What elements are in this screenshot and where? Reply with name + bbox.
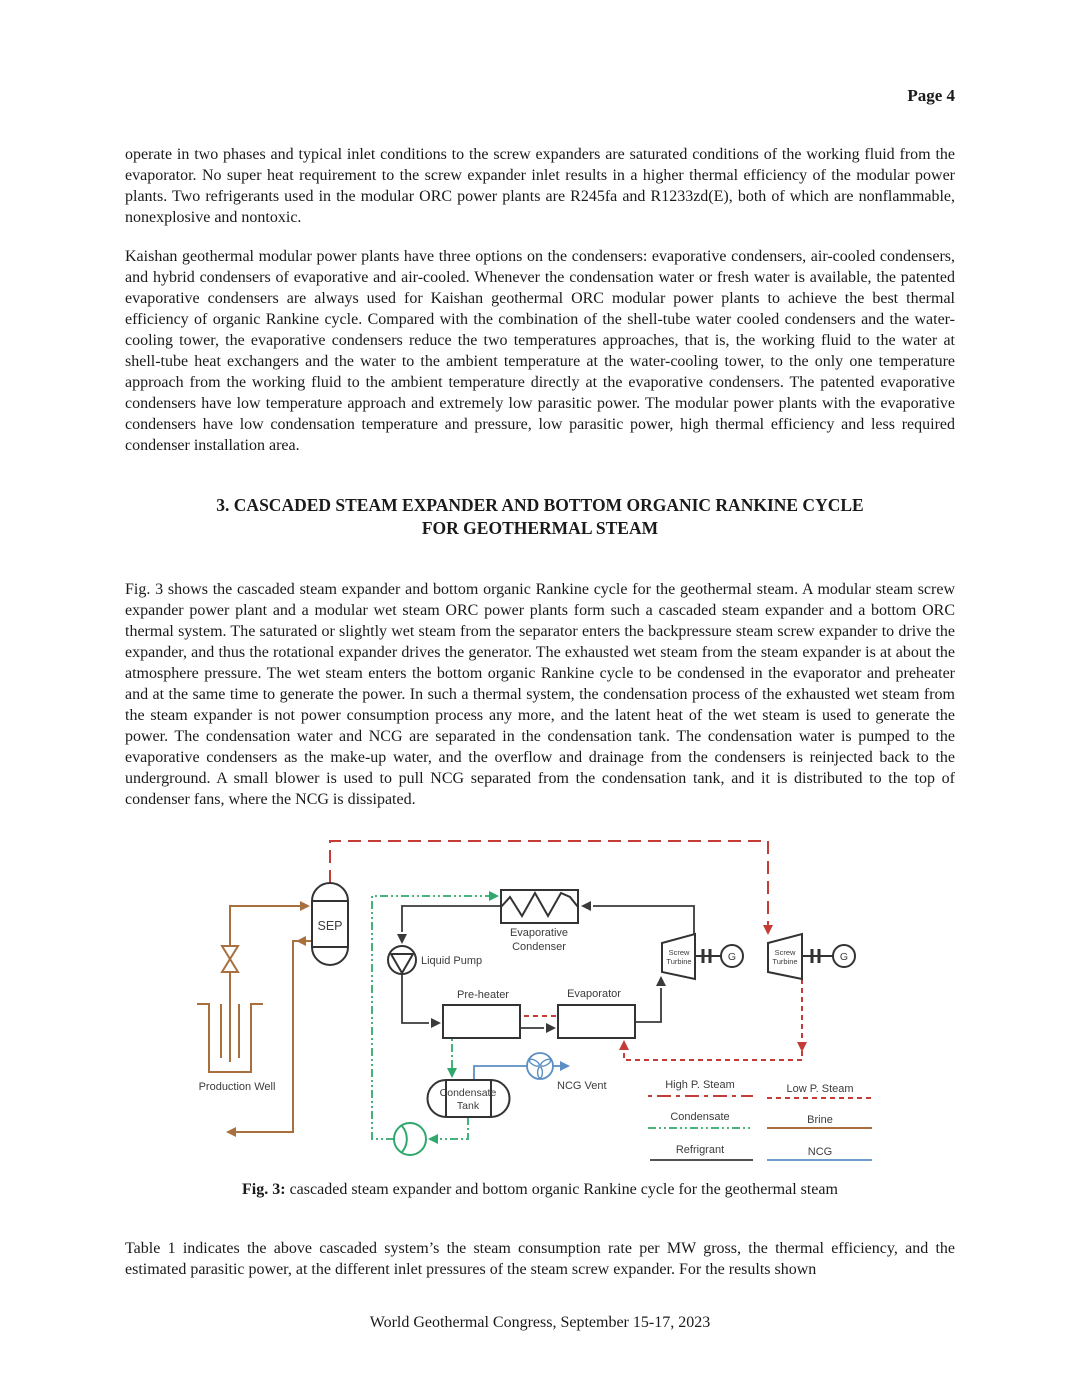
evap-condenser-label-1: Evaporative <box>509 927 569 939</box>
legend-refrigerant: Refrigrant <box>675 1144 725 1156</box>
ncg-arrowheads <box>560 1061 570 1071</box>
figure-caption <box>125 1181 955 1199</box>
production-well-label: Production Well <box>198 1081 276 1093</box>
screw-turbine-2-label-2: Turbine <box>772 957 798 966</box>
legend-condensate: Condensate <box>670 1111 730 1123</box>
pre-heater-label: Pre-heater <box>457 989 509 1001</box>
screw-turbine-1-label-2: Turbine <box>666 957 692 966</box>
paragraph-3: Fig. 3 shows the cascaded steam expander and bottom organic Rankine cycle for the geothermal steam. A modular steam screw expander power plant and a modular wet steam ORC power plants form such a cascaded steam expander and a bottom ORC thermal system. The saturated or slightly wet steam from the separator enters the backpressure steam screw expander to drive the expander, and thus the rotational expander drives the generator. The exhausted wet steam from the steam expander is at about the atmosphere pressure. The wet steam enters the bottom organic Rankine cycle to be condensed in the evaporator and preheater and at the same time to generate the power. In such a thermal system, the condensation process of the exhausted wet steam from the steam expander is not power consumption process any more, and the latent heat of the wet steam is used to generate the power. The condensation water and NCG are separated in the condensation tank. The condensation water is pumped to the evaporative condensers as the make-up water, and the overflow and drainage from the condensers is reinjected back to the underground. A small blower is used to pull NCG separated from the condensation tank, and it is distributed to the top of condenser fans, where the NCG is dissipated. <box>125 581 955 808</box>
legend <box>665 1079 853 1158</box>
paragraph-2: Kaishan geothermal modular power plants have three options on the condensers: evaporative condensers, air-cooled condensers, and hybrid condensers of evaporative and air-cooled. Whenever the condensation water or fresh water is available, the patented evaporative condensers are always used for Kaishan geothermal ORC modular power plants to achieve the best thermal efficiency of organic Rankine cycle. Compared with the combination of the shell-tube water cooled condensers and the water-cooling tower, the evaporative condensers reduce the two temperatures approaches, that is, the working fluid to the water at shell-tube heat exchangers and the water to the ambient temperature at the water-cooling tower, to the only one temperature approach from the working fluid to the ambient temperature directly at the evaporative condensers. The patented evaporative condensers have low temperature approach and extremely low parasitic power. The modular power plants with the evaporative condensers have low condensation temperature and pressure, low parasitic power, high thermal efficiency and less required condenser installation area. <box>125 248 955 454</box>
screw-turbine-2-label-1: Screw <box>774 948 796 957</box>
evaporator-icon <box>558 1005 635 1038</box>
legend-ncg: NCG <box>807 1146 833 1158</box>
page-footer: World Geothermal Congress, September 15-17, 2023 <box>369 1314 711 1331</box>
paragraph-1: operate in two phases and typical inlet conditions to the screw expanders are saturated conditions of the working fluid from the evaporator. No super heat requirement to the screw expander inlet results in a higher thermal efficiency of the modular power plants. Two refrigerants used in the modular ORC power plants are R245fa and R1233zd(E), both of which are nonflammable, nonexplosive and nontoxic. <box>125 146 955 226</box>
figure-caption-label: Fig. 3: <box>242 1181 286 1198</box>
generator-2-label: G <box>839 951 849 963</box>
evaporator-label: Evaporator <box>567 988 621 1000</box>
liquid-pump-label: Liquid Pump <box>421 955 483 967</box>
ncg-lines <box>474 1053 872 1160</box>
figure-3 <box>180 830 890 1170</box>
legend-low-p-steam: Low P. Steam <box>786 1083 854 1095</box>
paragraph-4: Table 1 indicates the above cascaded system’s the steam consumption rate per MW gross, the thermal efficiency, and the estimated parasitic power, at the different inlet pressures of the steam screw expander. For the results shown <box>125 1240 955 1278</box>
section-heading-line1: 3. CASCADED STEAM EXPANDER AND BOTTOM ORGANIC RANKINE CYCLE <box>216 495 864 515</box>
generator-1-label: G <box>727 951 737 963</box>
legend-brine: Brine <box>807 1114 833 1126</box>
page-number: Page 4 <box>907 86 955 105</box>
makeup-pump-icon <box>394 1123 426 1155</box>
figure-caption-text: cascaded steam expander and bottom organic Rankine cycle for the geothermal steam <box>285 1181 838 1198</box>
section-heading-line2: FOR GEOTHERMAL STEAM <box>421 518 659 538</box>
ncg-vent-fan-icon <box>527 1053 553 1079</box>
condensate-tank-label-1: Condensate <box>439 1087 497 1099</box>
screw-turbine-1-label-1: Screw <box>668 948 690 957</box>
valve-icon <box>222 946 238 972</box>
condensate-tank-label-2: Tank <box>456 1100 480 1112</box>
figure-diagram <box>180 830 890 1170</box>
legend-high-p-steam: High P. Steam <box>665 1079 735 1091</box>
pre-heater-icon <box>443 1005 520 1038</box>
ncg-vent-label: NCG Vent <box>557 1080 607 1092</box>
diagram-labels <box>199 919 849 1112</box>
evap-condenser-label-2: Condenser <box>512 941 566 953</box>
section-heading <box>120 494 960 540</box>
sep-label: SEP <box>317 919 343 933</box>
